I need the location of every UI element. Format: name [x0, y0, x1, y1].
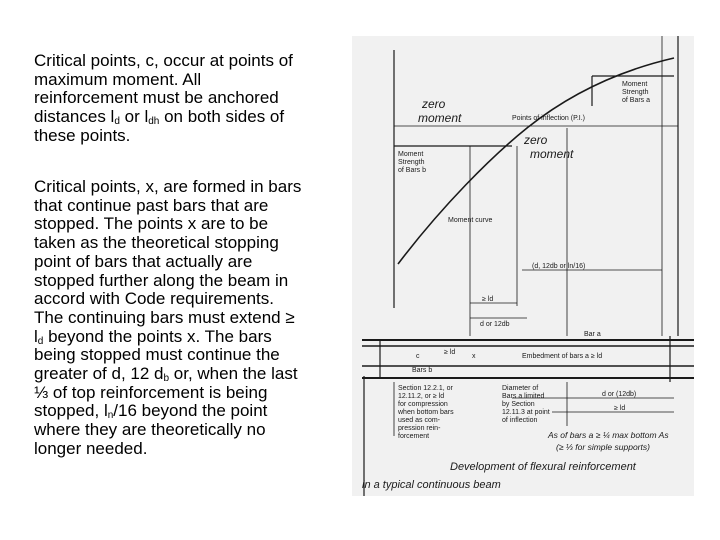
moment-strength-a-label: Moment — [622, 81, 648, 88]
text-line: Critical points, x, are formed in bars — [34, 177, 302, 196]
text-line: stopped further along the beam in — [34, 270, 289, 290]
text-line: stopped, $l_n/16$ beyond the point — [34, 401, 268, 422]
paragraph-critical-points-x — [34, 178, 354, 459]
text-line: distances $l_d$ or $l_{dh}$ on both sides of — [34, 107, 285, 128]
point-x-label: x — [472, 353, 476, 360]
text-line: Critical points, c, occur at points of — [34, 51, 293, 70]
svg-text:moment: moment — [530, 147, 574, 161]
svg-text:of Bars b: of Bars b — [398, 167, 427, 174]
text-line: reinforcement must be anchored — [34, 88, 279, 108]
text-line: maximum moment. All — [34, 69, 202, 89]
paragraph-critical-points-c — [34, 52, 354, 146]
flexural-reinforcement-diagram — [352, 36, 694, 496]
bars-b-label: Bars b — [412, 367, 433, 374]
text-line: accord with Code requirements. — [34, 289, 275, 309]
moment-curve-label: Moment curve — [448, 217, 493, 224]
svg-text:by Section: by Section — [502, 401, 535, 408]
caption-line-2: in a typical continuous beam — [362, 479, 501, 491]
svg-text:12.11.3 at point: 12.11.3 at point — [502, 409, 550, 416]
embedment-label: Embedment of bars a ≥ ld — [522, 353, 603, 360]
text-line: these points. — [34, 125, 131, 145]
text-line: ⅓ of top reinforcement is being — [34, 382, 268, 402]
text-line: that continue past bars that are — [34, 195, 269, 215]
svg-text:Strength: Strength — [398, 159, 425, 166]
bar-a-label: Bar a — [584, 331, 601, 338]
dim-top-label: (d, 12db or ln/16) — [532, 263, 586, 270]
text-line: $l_d$ beyond the points x. The bars — [34, 326, 272, 347]
svg-text:12.11.2, or ≥ ld: 12.11.2, or ≥ ld — [398, 393, 445, 400]
text-line: being stopped must continue the — [34, 345, 280, 365]
dim-right-label: d or (12db) — [602, 391, 637, 398]
svg-text:forcement: forcement — [398, 433, 430, 440]
zero-moment-left-label: zero — [422, 97, 446, 111]
as-note: As of bars a ≥ ¼ max bottom As — [548, 430, 669, 440]
svg-text:used as com-: used as com- — [398, 417, 441, 424]
dim-ld-label: ≥ ld — [482, 296, 494, 303]
caption-line-1: Development of flexural reinforcement — [450, 461, 636, 473]
text-line: taken as the theoretical stopping — [34, 233, 279, 253]
svg-text:Bars a limited: Bars a limited — [502, 393, 545, 400]
text-line: longer needed. — [34, 438, 148, 458]
note-left: Section 12.2.1, or — [398, 385, 453, 392]
svg-text:for compression: for compression — [398, 401, 448, 408]
svg-text:when bottom bars: when bottom bars — [398, 409, 454, 416]
ld-top-label: ≥ ld — [444, 349, 456, 356]
svg-text:of inflection: of inflection — [502, 417, 538, 424]
svg-text:Strength: Strength — [622, 89, 649, 96]
moment-strength-b-label: Moment — [398, 151, 424, 158]
text-line: stopped. The points x are to be — [34, 214, 269, 234]
text-line: where they are theoretically no — [34, 420, 266, 440]
point-c-label: c — [416, 353, 420, 360]
as-note-2: (≥ ⅓ for simple supports) — [556, 442, 650, 452]
text-line: point of bars that actually are — [34, 251, 253, 271]
zero-moment-right-label: zero — [524, 133, 548, 147]
text-line: greater of d, 12 $d_b$ or, when the last — [34, 364, 298, 385]
svg-text:pression rein-: pression rein- — [398, 425, 441, 432]
note-mid: Diameter of — [502, 385, 539, 392]
svg-text:moment: moment — [418, 111, 462, 125]
points-of-inflection-label: Points of inflection (P.I.) — [512, 115, 586, 122]
dim-right2-label: ≥ ld — [614, 405, 626, 412]
dim-d12-label: d or 12db — [480, 321, 510, 328]
svg-text:of Bars a: of Bars a — [622, 97, 651, 104]
text-line: The continuing bars must extend ≥ — [34, 307, 295, 327]
